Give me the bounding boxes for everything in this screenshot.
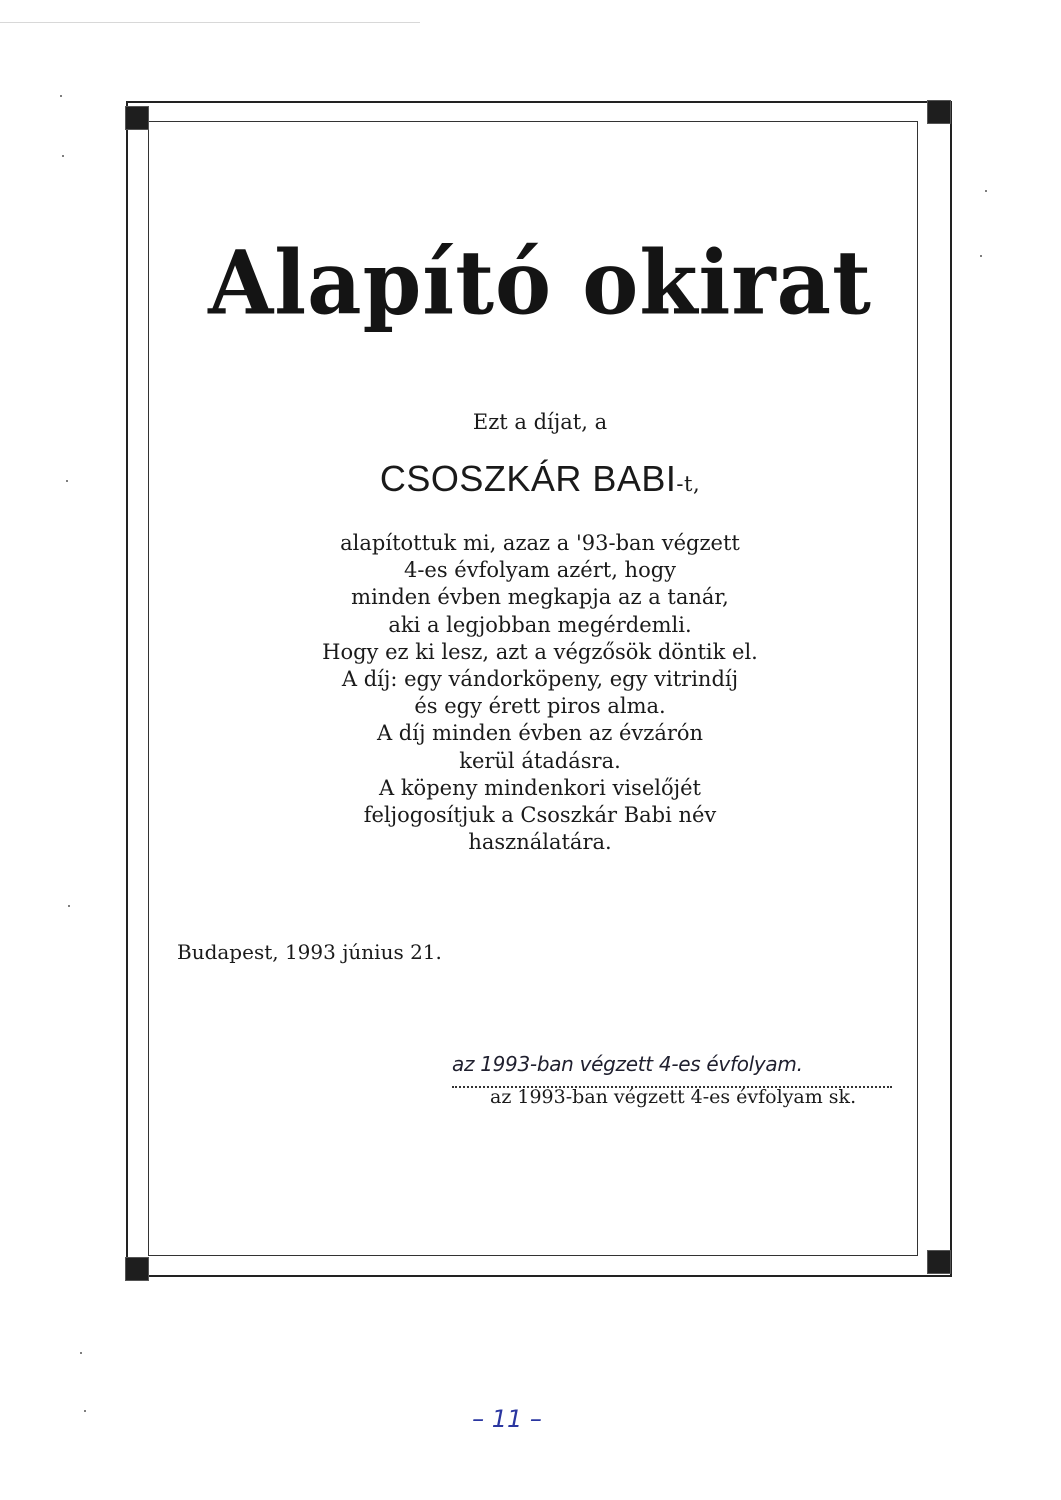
body-line: aki a legjobban megérdemli. bbox=[388, 612, 692, 637]
body-line: feljogosítjuk a Csoszkár Babi név bbox=[363, 803, 717, 828]
printed-signature: az 1993-ban végzett 4-es évfolyam sk. bbox=[490, 1086, 857, 1108]
frame-corner-square bbox=[927, 100, 951, 124]
scan-speck bbox=[80, 1352, 82, 1354]
scan-speck bbox=[68, 905, 70, 907]
frame-corner-square bbox=[125, 106, 149, 130]
scan-speck bbox=[985, 190, 987, 192]
body-line: A díj minden évben az évzárón bbox=[376, 721, 704, 746]
award-name-suffix: -t, bbox=[676, 472, 701, 496]
body-line: Hogy ez ki lesz, azt a végzősök döntik el. bbox=[322, 639, 758, 664]
award-name bbox=[180, 458, 900, 500]
document-title: Alapító okirat bbox=[208, 230, 872, 335]
scan-speck bbox=[84, 1410, 86, 1412]
intro-text: Ezt a díjat, a bbox=[472, 410, 608, 434]
body-line: A díj: egy vándorköpeny, egy vitrindíj bbox=[341, 667, 739, 692]
handwritten-signature: az 1993-ban végzett 4-es évfolyam. bbox=[452, 1052, 892, 1088]
scan-speck bbox=[62, 155, 64, 157]
scan-speck bbox=[60, 95, 62, 97]
body-line: 4-es évfolyam azért, hogy bbox=[403, 558, 677, 583]
body-line: alapítottuk mi, azaz a '93-ban végzett bbox=[340, 531, 740, 555]
body-paragraph bbox=[200, 530, 880, 856]
scan-edge-line bbox=[0, 22, 420, 23]
body-line: és egy érett piros alma. bbox=[414, 694, 666, 719]
frame-corner-square bbox=[125, 1257, 149, 1281]
scan-speck bbox=[980, 255, 982, 257]
body-line: kerül átadásra. bbox=[459, 748, 621, 773]
page-number: – 11 – bbox=[472, 1405, 542, 1433]
frame-corner-square bbox=[927, 1250, 951, 1274]
place-and-date: Budapest, 1993 június 21. bbox=[177, 940, 442, 964]
scan-speck bbox=[66, 480, 68, 482]
body-line: használatára. bbox=[468, 830, 612, 855]
award-name-text: CSOSZKÁR BABI bbox=[379, 458, 677, 499]
body-line: minden évben megkapja az a tanár, bbox=[351, 585, 729, 610]
body-line: A köpeny mindenkori viselőjét bbox=[378, 775, 701, 800]
